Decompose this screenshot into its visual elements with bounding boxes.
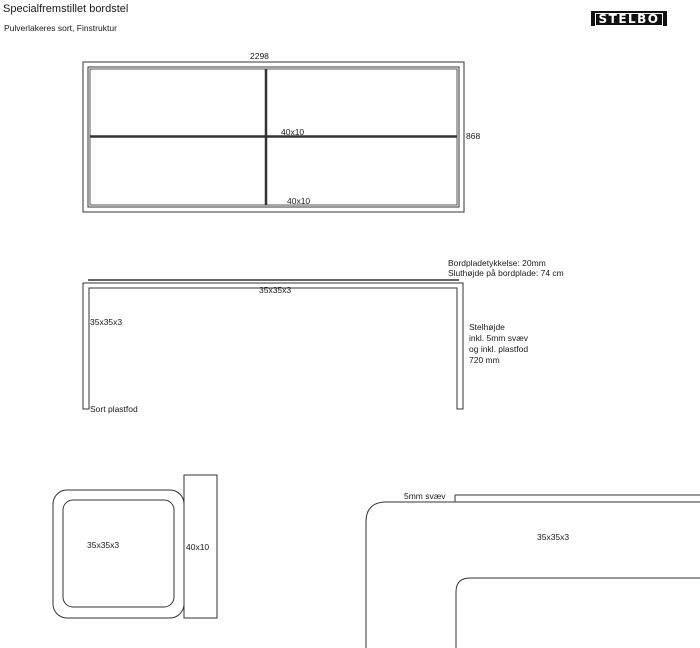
center-bar-label: 40x10 <box>281 127 305 137</box>
leg-tube-label: 35x35x3 <box>90 317 123 327</box>
width-dimension: 2298 <box>250 51 269 61</box>
foot-label: Sort plastfod <box>90 404 138 414</box>
plate-thickness-note: Bordpladetykkelse: 20mm <box>448 258 546 268</box>
logo-text: STELBO <box>595 13 662 26</box>
stel-height-line: inkl. 5mm svæv <box>469 333 529 343</box>
frame-side-profile <box>83 283 463 409</box>
top-view <box>83 62 464 212</box>
stel-height-note <box>469 322 528 366</box>
final-height-note: Sluthøjde på bordplade: 74 cm <box>448 268 564 278</box>
stel-height-line: Stelhøjde <box>469 322 505 332</box>
page-subtitle: Pulverlakeres sort, Finstruktur <box>4 23 117 33</box>
depth-dimension: 868 <box>466 131 481 141</box>
corner-outer-profile <box>366 502 700 648</box>
stel-height-line: 720 mm <box>469 355 500 365</box>
top-tube-label: 35x35x3 <box>259 285 292 295</box>
gap-label: 5mm svæv <box>404 491 446 501</box>
page-title: Specialfremstillet bordstel <box>3 3 129 15</box>
bottom-bar-label: 40x10 <box>287 196 311 206</box>
tube-section-label: 35x35x3 <box>87 540 120 550</box>
tube-inner <box>63 500 174 607</box>
side-view <box>83 280 463 409</box>
stel-height-line: og inkl. plastfod <box>469 344 529 354</box>
tube-outer <box>53 490 184 618</box>
flat-bar-label: 40x10 <box>186 542 210 552</box>
corner-tube-label: 35x35x3 <box>537 532 570 542</box>
corner-detail <box>366 495 700 648</box>
corner-inner-profile <box>456 578 700 648</box>
